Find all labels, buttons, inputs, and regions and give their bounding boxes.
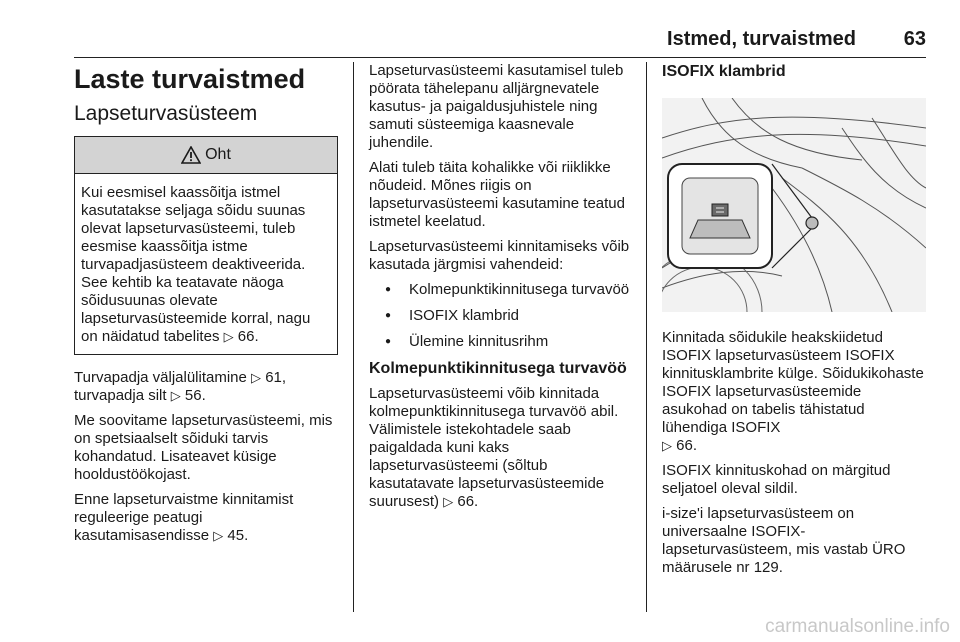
running-header-title: Istmed, turvaistmed xyxy=(667,28,856,50)
subsection-heading: ISOFIX klambrid xyxy=(662,63,786,80)
column-2 xyxy=(369,62,631,518)
warning-text-body: Kui eesmisel kaassõitja istmel kasutatakse seljaga sõidu suunas olevat lapseturvasüsteemi, tuleb eesmise kaassõitja istme turvapadjasüsteem deaktiveerida. See kehtib ka teatavate näoga sõidusuunas olevate lapseturvasüsteemide korral, nagu on näidatud tabelites xyxy=(81,184,311,345)
paragraph-isofix-attach xyxy=(662,329,926,455)
header-rule xyxy=(74,57,926,58)
three-point-belt-ref[interactable]: 66. xyxy=(457,493,479,510)
list-item: ● ISOFIX klambrid xyxy=(369,307,631,325)
column-1 xyxy=(74,62,338,552)
warning-page-ref[interactable]: 66. xyxy=(237,328,259,345)
paragraph-isofix-label: ISOFIX kinnituskohad on märgitud seljatoel oleval sildil. xyxy=(662,462,891,497)
paragraph-recommendation: Me soovitame lapseturvasüsteemi, mis on spetsiaalselt sõiduki tarvis kohandatud. Lisateavet küsige hooldustöökojast. xyxy=(74,412,333,483)
section-title: Lapseturvasüsteem xyxy=(74,102,258,125)
column-divider-1 xyxy=(353,62,354,612)
paragraph-isize: i-size'i lapseturvasüsteem on universaalne ISOFIX-lapseturvasüsteem, mis vastab ÜRO määrusele nr 129. xyxy=(662,505,906,576)
warning-body xyxy=(75,174,337,354)
page-number: 63 xyxy=(903,28,926,50)
airbag-deactivation-text: Turvapadja väljalülitamine xyxy=(74,369,247,386)
page-ref-arrow-icon: ▷ xyxy=(443,494,454,509)
watermark: carmanualsonline.info xyxy=(765,616,950,637)
paragraph-regulations: Alati tuleb täita kohalikke või riiklikke nõudeid. Mõnes riigis on lapseturvasüsteemi kasutamine teatud istmetel keelatud. xyxy=(369,159,625,230)
warning-triangle-icon xyxy=(181,146,201,164)
headrest-ref[interactable]: 45. xyxy=(227,527,249,544)
column-3 xyxy=(662,62,926,584)
subsection-heading: Kolmepunktikinnitusega turvavöö xyxy=(369,360,627,377)
list-item: ● Kolmepunktikinnitusega turvavöö xyxy=(369,281,631,299)
page-header xyxy=(0,0,960,60)
page-ref-arrow-icon: ▷ xyxy=(662,438,672,453)
airbag-deactivation-ref[interactable]: 61, xyxy=(265,369,287,386)
airbag-label-ref[interactable]: 56. xyxy=(184,387,206,404)
airbag-label-text: turvapadja silt xyxy=(74,387,167,404)
paragraph-airbag-refs xyxy=(74,369,338,405)
warning-label: Oht xyxy=(205,146,231,163)
chapter-title: Laste turvaistmed xyxy=(74,64,306,94)
page-ref-arrow-icon: ▷ xyxy=(251,370,262,385)
warning-text xyxy=(81,184,331,346)
paragraph-headrest xyxy=(74,491,338,545)
isofix-attach-text: Kinnitada sõidukile heakskiidetud ISOFIX lapseturvasüsteem ISOFIX kinnitusklambrite külge. Sõidukikohaste ISOFIX lapseturvasüsteemide asukohad on tabelis tähistatud lühendiga ISOFIX xyxy=(662,329,924,436)
warning-header xyxy=(75,137,337,174)
paragraph-means: Lapseturvasüsteemi kinnitamiseks võib kasutada järgmisi vahendeid: xyxy=(369,238,630,273)
isofix-attach-ref[interactable]: 66. xyxy=(676,437,698,454)
isofix-seat-illustration xyxy=(662,98,926,312)
warning-box xyxy=(74,136,338,355)
column-divider-2 xyxy=(646,62,647,612)
headrest-text: Enne lapseturvaistme kinnitamist reguleerige peatugi kasutamisasendisse xyxy=(74,491,294,544)
three-point-belt-text: Lapseturvasüsteemi võib kinnitada kolmepunktikinnitusega turvavöö abil. Välimistele istekohtadele saab paigaldada kuni kaks lapseturvasüsteemi (sõltub kasutatavate lapseturvasüsteemide suurusest) xyxy=(369,385,619,510)
page-ref-arrow-icon: ▷ xyxy=(170,388,181,403)
page-ref-arrow-icon: ▷ xyxy=(223,329,234,344)
page-ref-arrow-icon: ▷ xyxy=(213,528,224,543)
paragraph-three-point-belt xyxy=(369,385,631,511)
list-item: ● Ülemine kinnitusrihm xyxy=(369,333,631,351)
fastening-list xyxy=(369,281,631,351)
paragraph-instructions: Lapseturvasüsteemi kasutamisel tuleb pöörata tähelepanu alljärgnevatele kasutus- ja paigaldusjuhistele ning samuti süsteemiga kaasnevale juhendile. xyxy=(369,62,624,151)
